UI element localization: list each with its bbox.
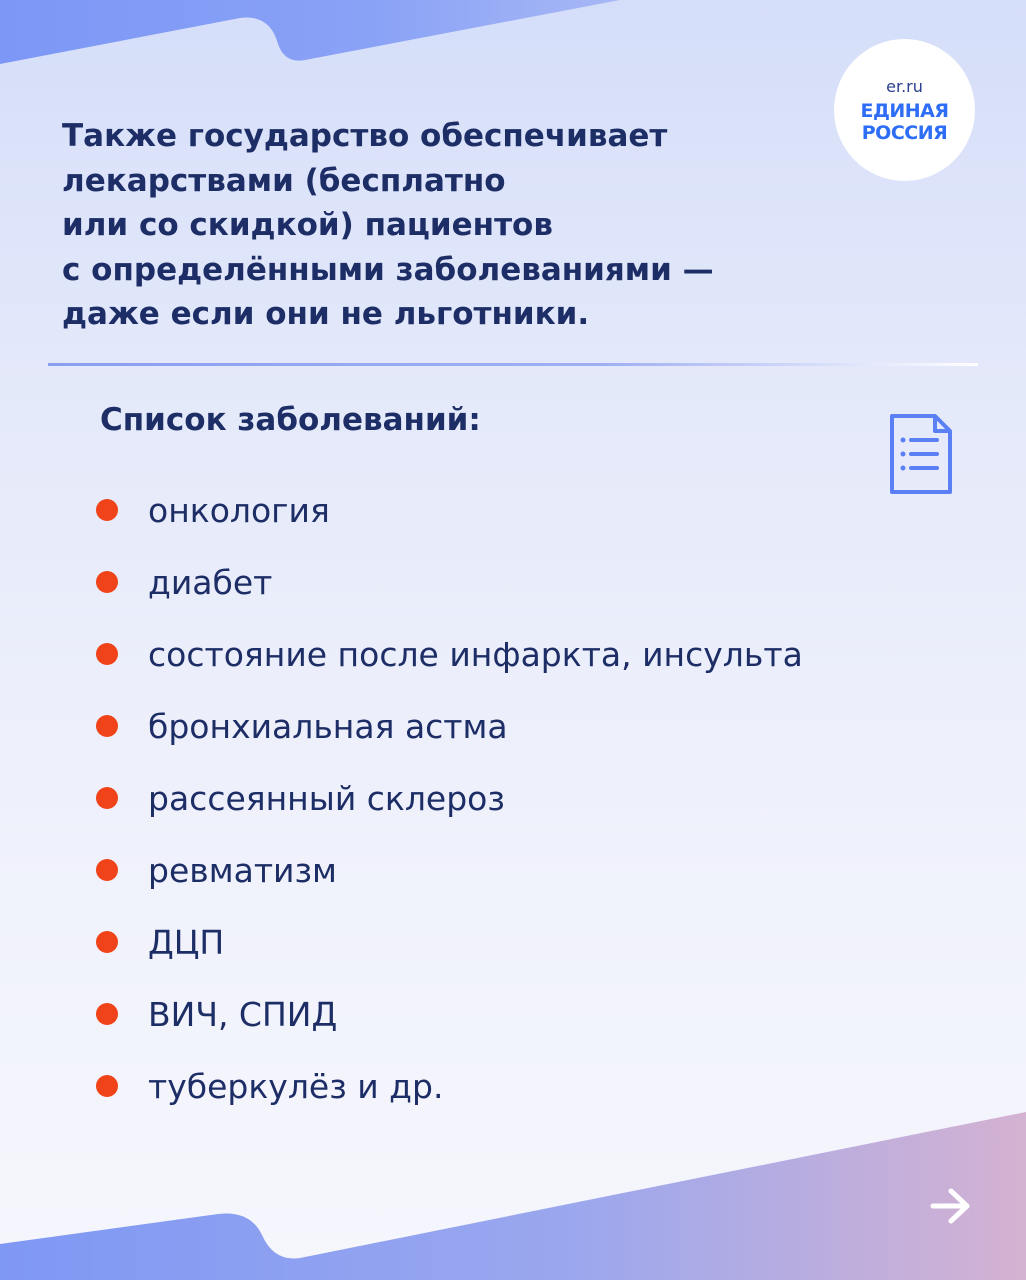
bullet-dot [96, 931, 118, 953]
list-item [96, 1050, 803, 1122]
bullet-dot [96, 787, 118, 809]
brand-site: er.ru [886, 76, 923, 96]
list-item-text: состояние после инфаркта, инсульта [148, 634, 803, 674]
list-item-text: ВИЧ, СПИД [148, 994, 338, 1034]
bullet-dot [96, 499, 118, 521]
list-item-text: рассеянный склероз [148, 778, 505, 818]
list-title: Список заболеваний: [100, 402, 481, 438]
headline-line: лекарствами (бесплатно [62, 162, 506, 199]
headline-line: даже если они не льготники. [62, 296, 590, 332]
brand-logo[interactable] [834, 39, 975, 181]
bullet-dot [96, 1075, 118, 1097]
list-item [96, 474, 803, 546]
list-item [96, 618, 803, 690]
brand-name-line1: ЕДИНАЯ [860, 99, 949, 122]
list-item-text: бронхиальная астма [148, 706, 508, 746]
list-item [96, 546, 803, 618]
bottom-wave [0, 1112, 1026, 1280]
disease-list [96, 474, 803, 1122]
brand-name-line2: РОССИЯ [861, 121, 948, 144]
list-item [96, 690, 803, 762]
list-item-text: ревматизм [148, 850, 337, 890]
arrow-right-icon[interactable] [929, 1186, 973, 1226]
headline-line: или со скидкой) пациентов [62, 207, 553, 243]
headline [62, 114, 822, 337]
divider [48, 363, 978, 366]
list-item [96, 834, 803, 906]
bullet-dot [96, 715, 118, 737]
list-item-text: туберкулёз и др. [148, 1066, 444, 1106]
list-item-text: диабет [148, 562, 273, 602]
list-item [96, 762, 803, 834]
headline-line: с определёнными заболеваниями — [62, 251, 714, 288]
bullet-dot [96, 1003, 118, 1025]
document-list-icon [889, 413, 953, 495]
list-item [96, 906, 803, 978]
bullet-dot [96, 859, 118, 881]
list-item-text: ДЦП [148, 922, 225, 962]
headline-line: Также государство обеспечивает [62, 118, 668, 154]
bullet-dot [96, 571, 118, 593]
bullet-dot [96, 643, 118, 665]
list-item-text: онкология [148, 490, 330, 530]
list-item [96, 978, 803, 1050]
top-wave [0, 0, 620, 64]
